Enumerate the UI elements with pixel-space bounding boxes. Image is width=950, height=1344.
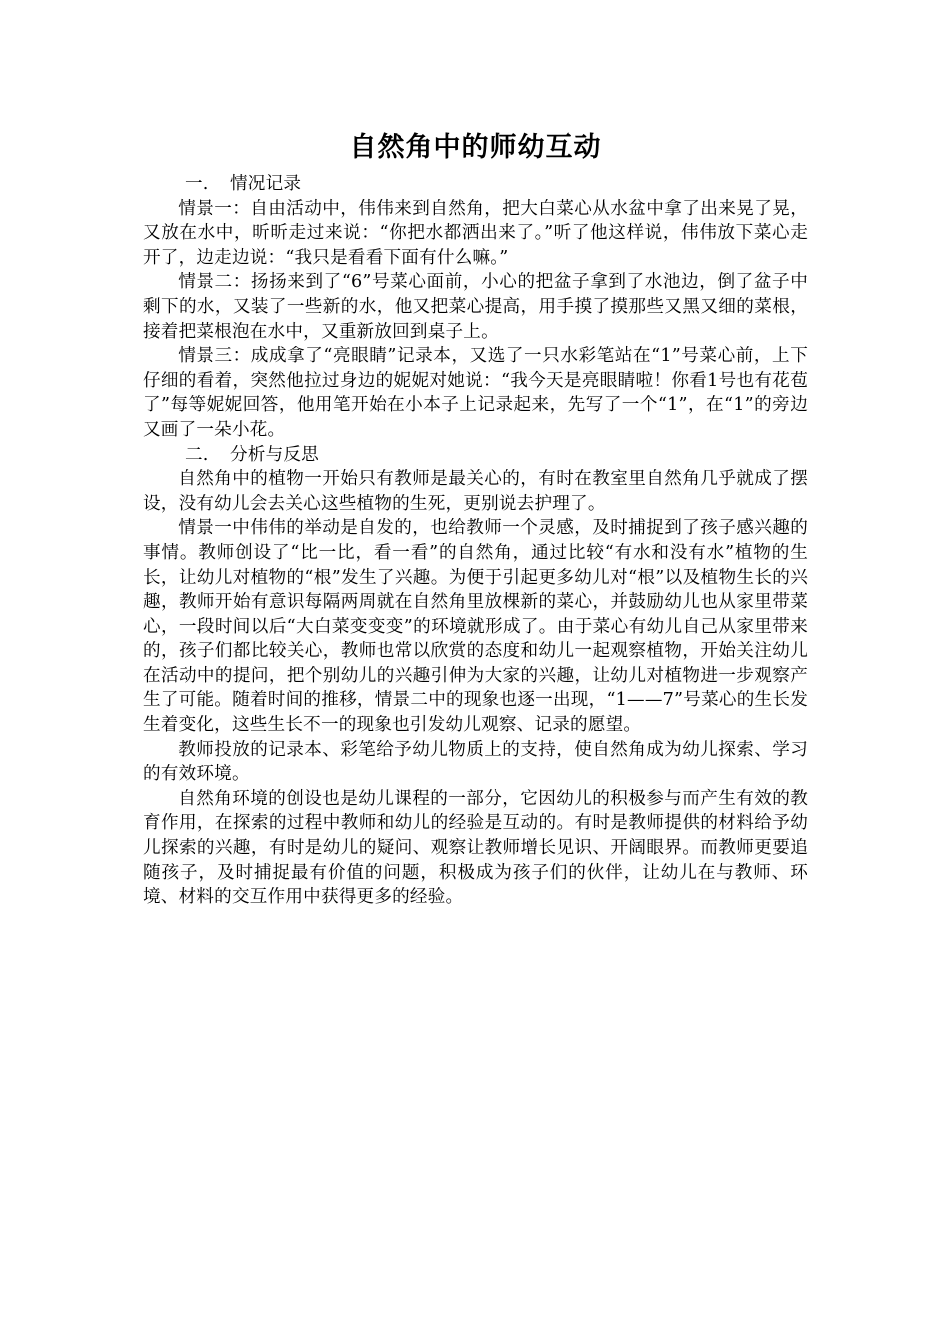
- document-page: [143, 128, 808, 910]
- paragraph-scene-1: 情景一：自由活动中，伟伟来到自然角，把大白菜心从水盆中拿了出来晃了晃，又放在水中，昕昕走过来说：“你把水都洒出来了。”听了他这样说，伟伟放下菜心走开了，边走边说：“我只是看看下面有什么嘛。”: [143, 198, 808, 268]
- section-number: 一.: [185, 174, 209, 194]
- paragraph-analysis-2: 情景一中伟伟的举动是自发的，也给教师一个灵感，及时捕捉到了孩子感兴趣的事情。教师创设了“比一比，看一看”的自然角，通过比较“有水和没有水”植物的生长，让幼儿对植物的“根”发生了兴趣。为便于引起更多幼儿对“根”以及植物生长的兴趣，教师开始有意识每隔两周就在自然角里放棵新的菜心，并鼓励幼儿也从家里带菜心，一段时间以后“大白菜变变变”的环境就形成了。由于菜心有幼儿自己从家里带来的，孩子们都比较关心，教师也常以欣赏的态度和幼儿一起观察植物，开始关注幼儿在活动中的提问，把个别幼儿的兴趣引伸为大家的兴趣，让幼儿对植物进一步观察产生了可能。随着时间的推移，情景二中的现象也逐一出现，“1——7”号菜心的生长发生着变化，这些生长不一的现象也引发幼儿观察、记录的愿望。: [143, 518, 808, 736]
- section-number: 二.: [185, 444, 209, 465]
- section-analysis-reflection: [143, 443, 808, 910]
- section-heading-text: 分析与反思: [230, 444, 319, 465]
- section-heading: [143, 172, 808, 197]
- paragraph-analysis-3: 教师投放的记录本、彩笔给予幼儿物质上的支持，使自然角成为幼儿探索、学习的有效环境。: [143, 739, 808, 785]
- section-heading: [143, 443, 808, 468]
- section-heading-text: 情况记录: [230, 174, 302, 194]
- section-situation-record: [143, 172, 808, 443]
- paragraph-scene-2: 情景二：扬扬来到了“6”号菜心面前，小心的把盆子拿到了水池边，倒了盆子中剩下的水，又装了一些新的水，他又把菜心提高，用手摸了摸那些又黑又细的菜根，接着把菜根泡在水中，又重新放回到桌子上。: [143, 272, 808, 342]
- paragraph-scene-3: 情景三：成成拿了“亮眼睛”记录本，又选了一只水彩笔站在“1”号菜心前，上下仔细的看着，突然他拉过身边的妮妮对她说：“我今天是亮眼睛啦！你看1号也有花苞了”每等妮妮回答，他用笔开始在小本子上记录起来，先写了一个“1”，在“1”的旁边又画了一朵小花。: [143, 346, 808, 440]
- paragraph-analysis-1: 自然角中的植物一开始只有教师是最关心的，有时在教室里自然角几乎就成了摆设，没有幼儿会去关心这些植物的生死，更别说去护理了。: [143, 469, 808, 514]
- page-title: 自然角中的师幼互动: [349, 132, 602, 163]
- paragraph-analysis-4: 自然角环境的创设也是幼儿课程的一部分，它因幼儿的积极参与而产生有效的教育作用，在探索的过程中教师和幼儿的经验是互动的。有时是教师提供的材料给予幼儿探索的兴趣，有时是幼儿的疑问、观察让教师增长见识、开阔眼界。而教师更要追随孩子，及时捕捉最有价值的问题，积极成为孩子们的伙伴，让幼儿在与教师、环境、材料的交互作用中获得更多的经验。: [143, 788, 808, 908]
